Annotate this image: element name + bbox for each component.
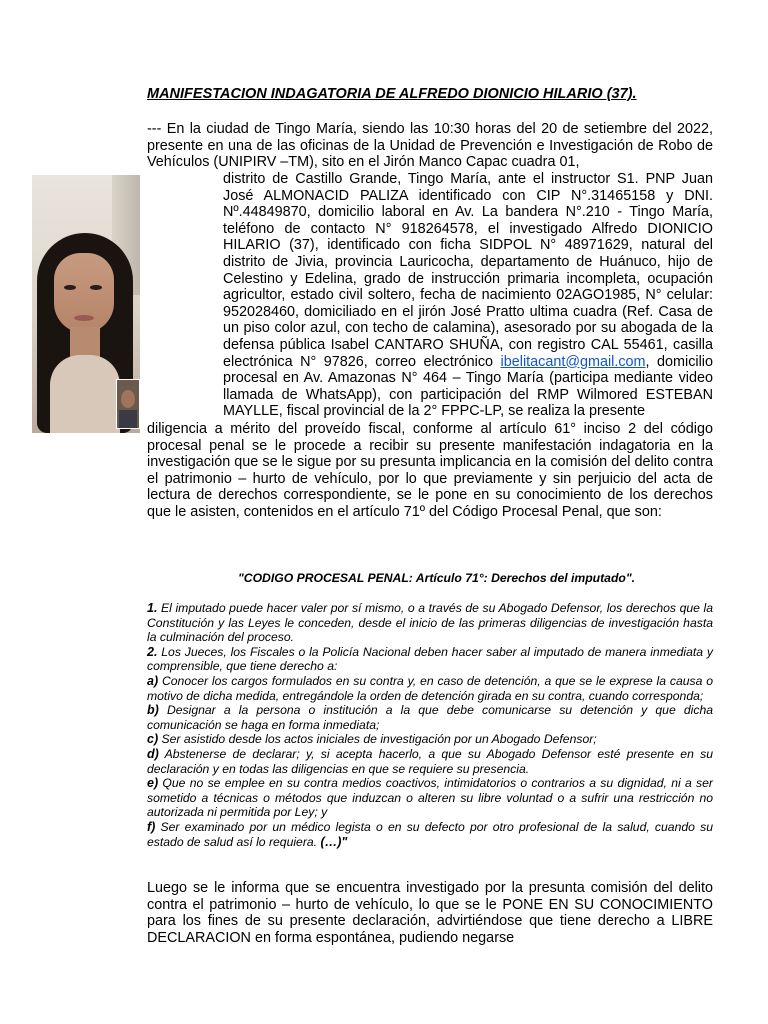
paragraph-intro-bottom: diligencia a mérito del proveído fiscal, conforme al artículo 61° inciso 2 del código procesal penal se le procede a recibir su presente manifestación indagatoria en la investigación que se le sigue por su presunta implicancia en la comisión del delito contra el patrimonio – hurto de vehículo, por lo que previamente y sin perjuicio del acta de lectura de derechos correspondiente, se le pone en su conocimiento de los derechos que le asisten, contenidos en el artículo 71º del Código Procesal Penal, que son: [147,421,713,520]
paragraph-final: Luego se le informa que se encuentra investigado por la presunta comisión del delito contra el patrimonio – hurto de vehículo, lo que se le PONE EN SU CONOCIMIENTO para los fines de su presente declaración, advirtiéndose que tiene derecho a LIBRE DECLARACION en forma espontánea, pudiendo negarse [147,880,713,946]
article-item: e) Que no se emplee en su contra medios coactivos, intimidatorios o contrarios a su dignidad, ni a ser sometido a técnicas o métodos que induzcan o alteren su libre voluntad o a sufrir una restricción no autorizada ni permitida por Ley; y [147,776,713,820]
intro-middle-text: distrito de Castillo Grande, Tingo María, ante el instructor S1. PNP Juan José ALMONACID PALIZA identificado con CIP N°.31465158 y DNI. Nº.44849870, domicilio laboral en Av. La bandera N°.210 - Tingo María, teléfono de contacto N° 918264578, el investigado Alfredo DIONICIO HILARIO (37), identificado con ficha SIDPOL N° 48971629, natural del distrito de Jivia, provincia Lauricocha, departamento de Huánuco, hijo de Celestino y Edelina, grado de instrucción primaria incompleta, ocupación agricultor, estado civil soltero, fecha de nacimiento 02AGO1985, N° celular: 952028460, domiciliado en el jirón José Pratto ultima cuadra (Ref. Casa de un piso color azul, con techo de calamina), asesorado por su abogada de la defensa pública Isabel CANTARO SHUÑA, con registro CAL 55461, casilla electrónica N° 97826, correo electrónico [223,171,713,370]
article-item: d) Abstenerse de declarar; y, si acepta hacerlo, a que su Abogado Defensor esté presente en su declaración y en todas las diligencias en que se requiere su presencia. [147,746,713,776]
picture-in-picture-thumbnail [116,379,140,429]
person-face [54,253,114,333]
article-item: a) Conocer los cargos formulados en su contra y, en caso de detención, a que se le exprese la causa o motivo de dicha medida, entregándole la orden de detención girada en su contra, cuando corresponda; [147,673,713,703]
document-title: MANIFESTACION INDAGATORIA DE ALFREDO DIONICIO HILARIO (37). [147,86,637,102]
intro-middle-text-after: , domicilio procesal en Av. Amazonas N° 464 – Tingo María (participa mediante video llamada de WhatsApp), con participación del RMP Wilmored ESTEBAN MAYLLE, fiscal provincial de la 2° FPPC-LP, se realiza la presente [223,353,713,420]
article-item: f) Ser examinado por un médico legista o en su defecto por otro profesional de la salud, cuando su estado de salud así lo requiera. (…)" [147,819,713,849]
article-item: c) Ser asistido desde los actos iniciales de investigación por un Abogado Defensor; [147,732,597,747]
article-item: b) Designar a la persona o institución a la que debe comunicarse su detención y que dicha comunicación se haga en forma inmediata; [147,703,713,732]
article-71-list [147,601,713,849]
email-link[interactable]: ibelitacant@gmail.com [500,353,646,370]
codigo-heading: "CODIGO PROCESAL PENAL: Artículo 71°: Derechos del imputado". [238,571,636,585]
article-item: 2. Los Jueces, los Fiscales o la Policía Nacional deben hacer saber al imputado de manera inmediata y comprensible, que tiene derecho a: [147,644,713,674]
video-call-photo [32,175,140,433]
article-item: 1. El imputado puede hacer valer por sí mismo, o a través de su Abogado Defensor, los derechos que la Constitución y las Leyes le conceden, desde el inicio de las primeras diligencias de investigación hasta la culminación del proceso. [147,601,713,645]
paragraph-intro-middle [223,171,713,420]
paragraph-intro-top: --- En la ciudad de Tingo María, siendo las 10:30 horas del 20 de setiembre del 2022, presente en una de las oficinas de la Unidad de Prevención e Investigación de Robo de Vehículos (UNIPIRV –TM), sito en el Jirón Manco Capac cuadra 01, [147,121,713,171]
